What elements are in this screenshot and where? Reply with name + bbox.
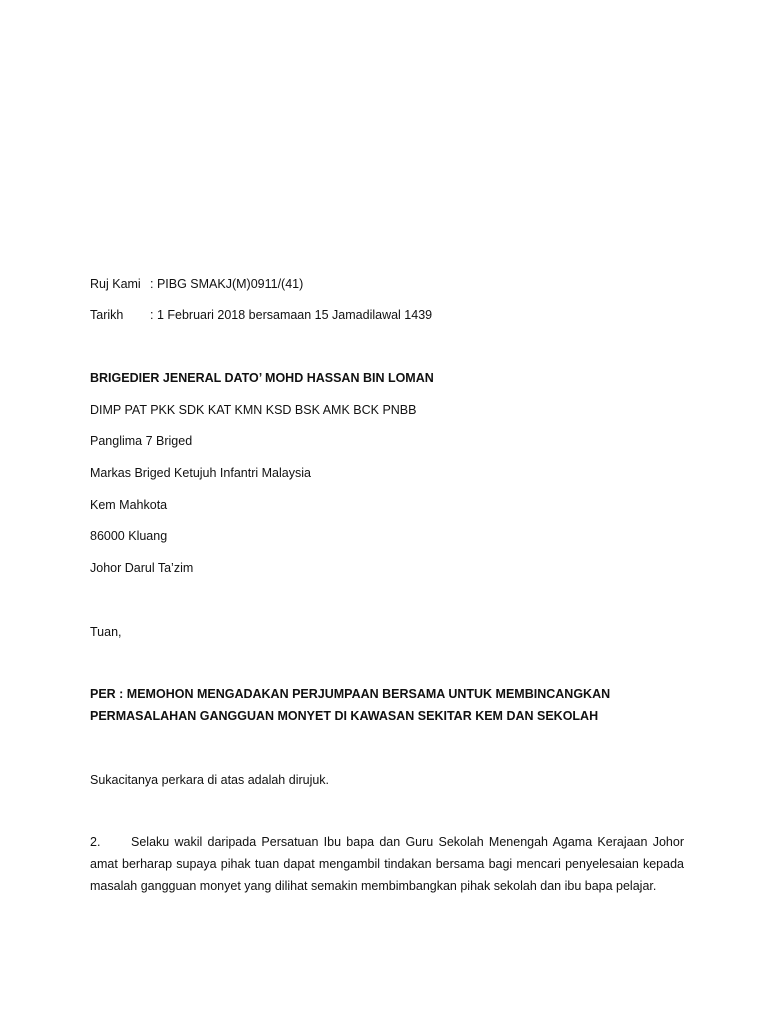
tarikh-label: Tarikh [90, 308, 124, 322]
subject-line-1: PER : MEMOHON MENGADAKAN PERJUMPAAN BERSAMA UNTUK MEMBINCANGKAN [90, 687, 611, 701]
paragraph-text: Selaku wakil daripada Persatuan Ibu bapa dan Guru Sekolah Menengah Agama Kerajaan Johor amat berharap supaya pihak tuan dapat mengambil tindakan bersama bagi mencari penyelesaian kepada masalah gangguan monyet yang dilihat semakin membimbangkan pihak sekolah dan ibu bapa pelajar. [90, 835, 684, 893]
recipient-state: Johor Darul Ta’zim [90, 561, 194, 575]
paragraph-2 [90, 831, 684, 897]
date-row [90, 307, 432, 323]
paragraph-number: 2. [90, 835, 101, 849]
recipient-postcode-city: 86000 Kluang [90, 529, 168, 543]
tarikh-value: : 1 Februari 2018 bersamaan 15 Jamadilawal 1439 [150, 308, 433, 322]
reference-row [90, 276, 303, 292]
subject-line-2: PERMASALAHAN GANGGUAN MONYET DI KAWASAN SEKITAR KEM DAN SEKOLAH [90, 709, 599, 723]
opening-sentence: Sukacitanya perkara di atas adalah dirujuk. [90, 773, 330, 787]
salutation: Tuan, [90, 625, 122, 639]
ruj-value: : PIBG SMAKJ(M)0911/(41) [150, 277, 304, 291]
ruj-label: Ruj Kami [90, 277, 141, 291]
recipient-honours: DIMP PAT PKK SDK KAT KMN KSD BSK AMK BCK PNBB [90, 403, 417, 417]
recipient-organisation: Markas Briged Ketujuh Infantri Malaysia [90, 466, 311, 480]
recipient-camp: Kem Mahkota [90, 498, 168, 512]
recipient-name: BRIGEDIER JENERAL DATO’ MOHD HASSAN BIN LOMAN [90, 371, 434, 385]
recipient-title: Panglima 7 Briged [90, 434, 193, 448]
